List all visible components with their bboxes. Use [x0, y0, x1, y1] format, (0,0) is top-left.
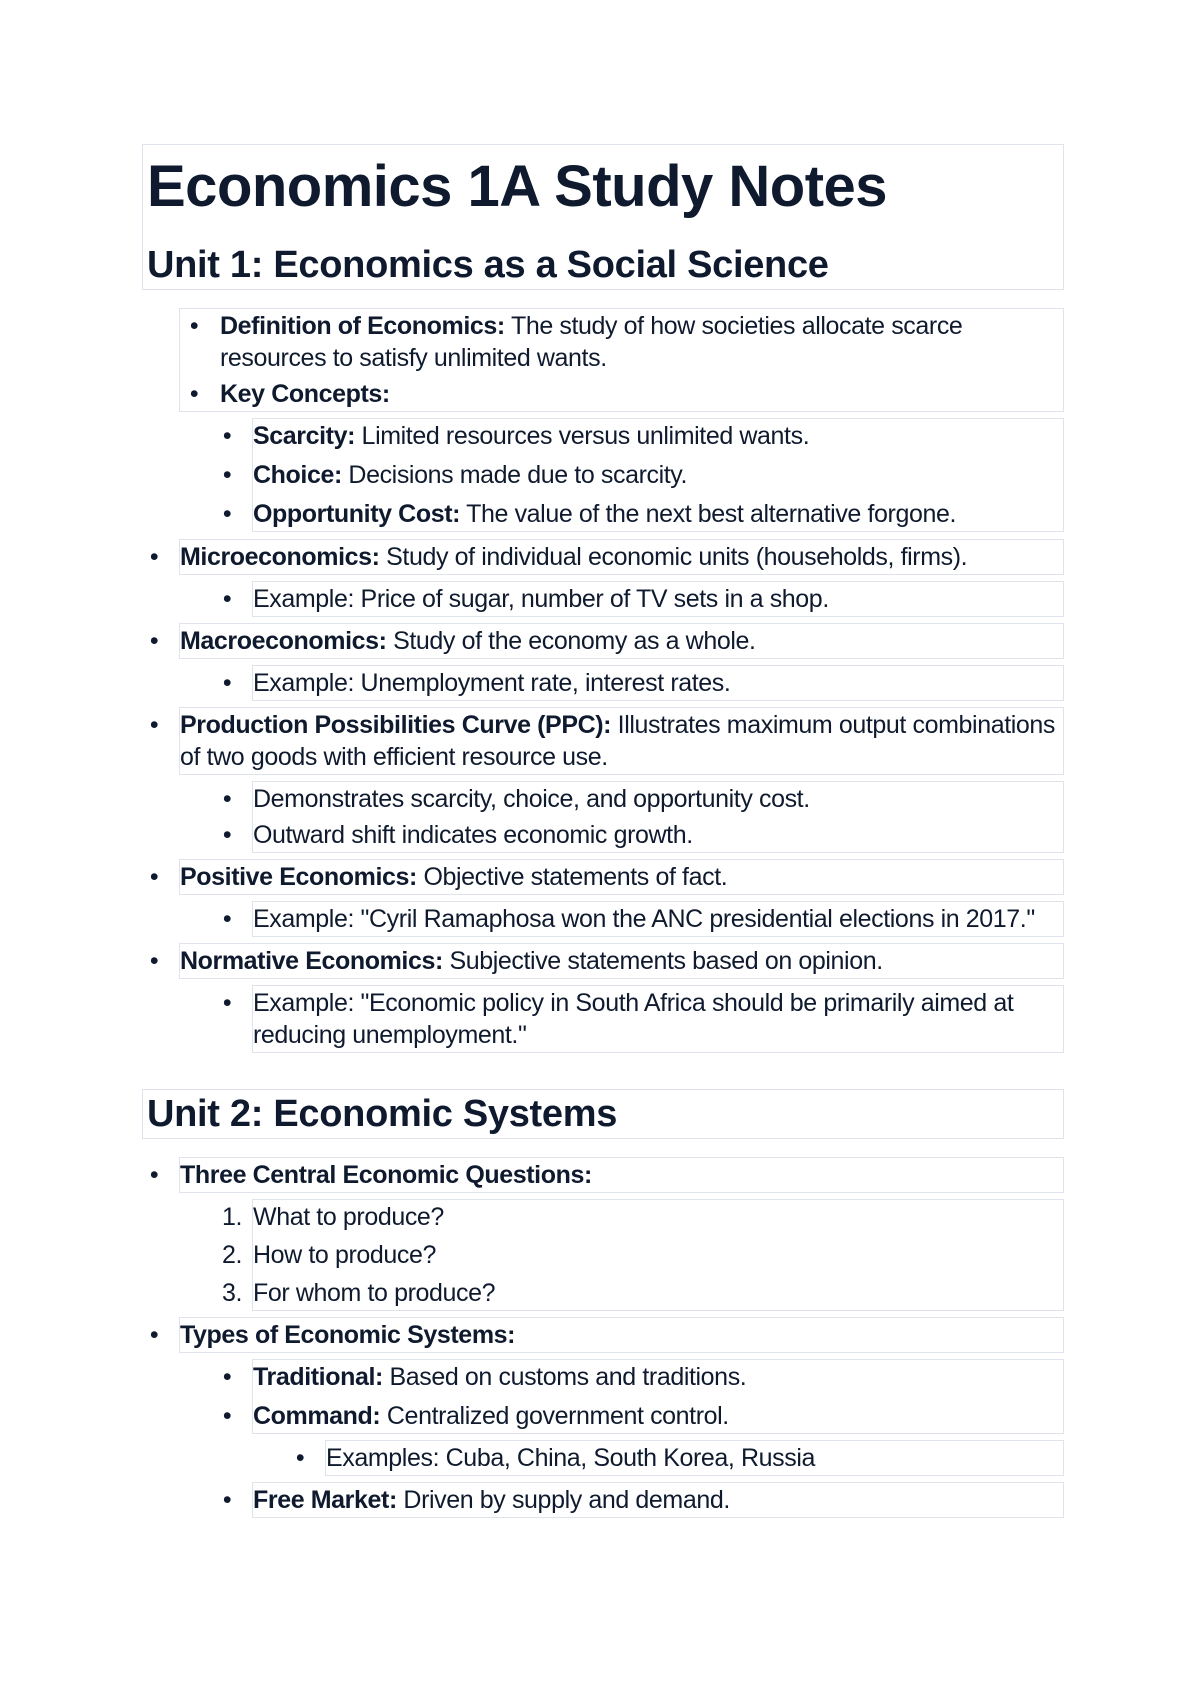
normative-item: [149, 945, 1063, 977]
list-item: [221, 1201, 1063, 1233]
list-item: [222, 1361, 1063, 1393]
micro-label: Microeconomics:: [180, 543, 380, 571]
positive-example: [222, 903, 1063, 935]
list-item: [222, 498, 1063, 530]
macro-example: [222, 667, 1063, 699]
questions-label: Three Central Economic Questions:: [180, 1161, 592, 1189]
bullet-icon: •: [222, 500, 232, 528]
document-page: [142, 144, 1064, 1518]
command-example-text: Examples: Cuba, China, South Korea, Russia: [326, 1444, 816, 1472]
bullet-icon: •: [222, 785, 232, 813]
choice-label: Choice:: [253, 461, 342, 489]
command-example: [295, 1442, 1063, 1474]
macro-example-text: Example: Unemployment rate, interest rates.: [253, 669, 731, 697]
questions-group: [149, 1157, 1064, 1193]
questions-list: [221, 1199, 1064, 1311]
unit2-heading-block: [142, 1089, 1064, 1139]
positive-item: [149, 861, 1063, 893]
key-concepts-item: [189, 378, 1063, 410]
command-example-group: [295, 1440, 1064, 1476]
choice-text: Decisions made due to scarcity.: [341, 461, 688, 489]
list-number: 3.: [221, 1279, 243, 1307]
list-item: [222, 783, 1063, 815]
normative-example: [222, 987, 1063, 1051]
question-text: How to produce?: [253, 1241, 437, 1269]
systems-item: [149, 1319, 1063, 1351]
systems-list: [222, 1359, 1064, 1434]
systems-label: Types of Economic Systems:: [180, 1321, 516, 1349]
free-market-text: Driven by supply and demand.: [396, 1486, 730, 1514]
micro-text: Study of individual economic units (households, firms).: [379, 543, 968, 571]
bullet-icon: •: [149, 543, 159, 571]
macro-item: [149, 625, 1063, 657]
positive-example-group: [222, 901, 1064, 937]
bullet-icon: •: [295, 1444, 305, 1472]
opportunity-cost-label: Opportunity Cost:: [253, 500, 461, 528]
bullet-icon: •: [222, 821, 232, 849]
definition-label: Definition of Economics:: [220, 312, 505, 340]
list-item: [222, 1484, 1063, 1516]
micro-example-group: [222, 581, 1064, 617]
unit1-heading: Unit 1: Economics as a Social Science: [147, 244, 829, 286]
command-text: Centralized government control.: [380, 1402, 729, 1430]
macro-group: [149, 623, 1064, 659]
micro-group: [149, 539, 1064, 575]
free-market-group: [222, 1482, 1064, 1518]
definition-text: The study of how societies allocate scarce resources to satisfy unlimited wants.: [220, 312, 963, 372]
list-item: [221, 1239, 1063, 1271]
positive-example-text: Example: "Cyril Ramaphosa won the ANC presidential elections in 2017.": [253, 905, 1035, 933]
ppc-item: [149, 709, 1063, 773]
free-market-label: Free Market:: [253, 1486, 397, 1514]
questions-item: [149, 1159, 1063, 1191]
bullet-icon: •: [222, 669, 232, 697]
bullet-icon: •: [149, 711, 159, 739]
ppc-point-text: Outward shift indicates economic growth.: [253, 821, 693, 849]
ppc-group: [149, 707, 1064, 775]
ppc-point-text: Demonstrates scarcity, choice, and opportunity cost.: [253, 785, 810, 813]
normative-example-group: [222, 985, 1064, 1053]
unit2-heading: Unit 2: Economic Systems: [147, 1093, 618, 1135]
normative-example-text: Example: "Economic policy in South Africa should be primarily aimed at reducing unemployment.": [253, 989, 1014, 1049]
bullet-icon: •: [189, 312, 199, 340]
positive-label: Positive Economics:: [180, 863, 417, 891]
normative-label: Normative Economics:: [180, 947, 443, 975]
scarcity-text: Limited resources versus unlimited wants.: [355, 422, 810, 450]
micro-item: [149, 541, 1063, 573]
question-text: What to produce?: [253, 1203, 444, 1231]
bullet-icon: •: [222, 461, 232, 489]
list-item: [222, 420, 1063, 452]
bullet-icon: •: [222, 989, 232, 1017]
ppc-points-group: [222, 781, 1064, 853]
opportunity-cost-text: The value of the next best alternative forgone.: [460, 500, 957, 528]
traditional-label: Traditional:: [253, 1363, 383, 1391]
definition-item: [189, 310, 1063, 374]
normative-group: [149, 943, 1064, 979]
list-number: 1.: [221, 1203, 243, 1231]
systems-group: [149, 1317, 1064, 1353]
document-title: Economics 1A Study Notes: [147, 154, 888, 219]
micro-example: [222, 583, 1063, 615]
bullet-icon: •: [149, 1161, 159, 1189]
bullet-icon: •: [222, 1363, 232, 1391]
list-item: [222, 459, 1063, 491]
question-text: For whom to produce?: [253, 1279, 496, 1307]
bullet-icon: •: [222, 905, 232, 933]
bullet-icon: •: [149, 627, 159, 655]
list-item: [222, 1400, 1063, 1432]
positive-group: [149, 859, 1064, 895]
bullet-icon: •: [222, 1402, 232, 1430]
key-concepts-list: [222, 418, 1064, 532]
ppc-text: Illustrates maximum output combinations of two goods with efficient resource use.: [180, 711, 1056, 771]
bullet-icon: •: [189, 380, 199, 408]
title-block: [142, 144, 1064, 290]
positive-text: Objective statements of fact.: [416, 863, 728, 891]
bullet-icon: •: [149, 947, 159, 975]
micro-example-text: Example: Price of sugar, number of TV sets in a shop.: [253, 585, 829, 613]
bullet-icon: •: [222, 585, 232, 613]
macro-label: Macroeconomics:: [180, 627, 387, 655]
list-item: [222, 819, 1063, 851]
normative-text: Subjective statements based on opinion.: [442, 947, 883, 975]
list-item: [221, 1277, 1063, 1309]
bullet-icon: •: [222, 1486, 232, 1514]
command-label: Command:: [253, 1402, 381, 1430]
bullet-icon: •: [222, 422, 232, 450]
traditional-text: Based on customs and traditions.: [382, 1363, 747, 1391]
key-concepts-label: Key Concepts:: [220, 380, 390, 408]
macro-example-group: [222, 665, 1064, 701]
bullet-icon: •: [149, 1321, 159, 1349]
scarcity-label: Scarcity:: [253, 422, 356, 450]
macro-text: Study of the economy as a whole.: [386, 627, 756, 655]
definition-group: [179, 308, 1064, 412]
bullet-icon: •: [149, 863, 159, 891]
list-number: 2.: [221, 1241, 243, 1269]
ppc-label: Production Possibilities Curve (PPC):: [180, 711, 612, 739]
